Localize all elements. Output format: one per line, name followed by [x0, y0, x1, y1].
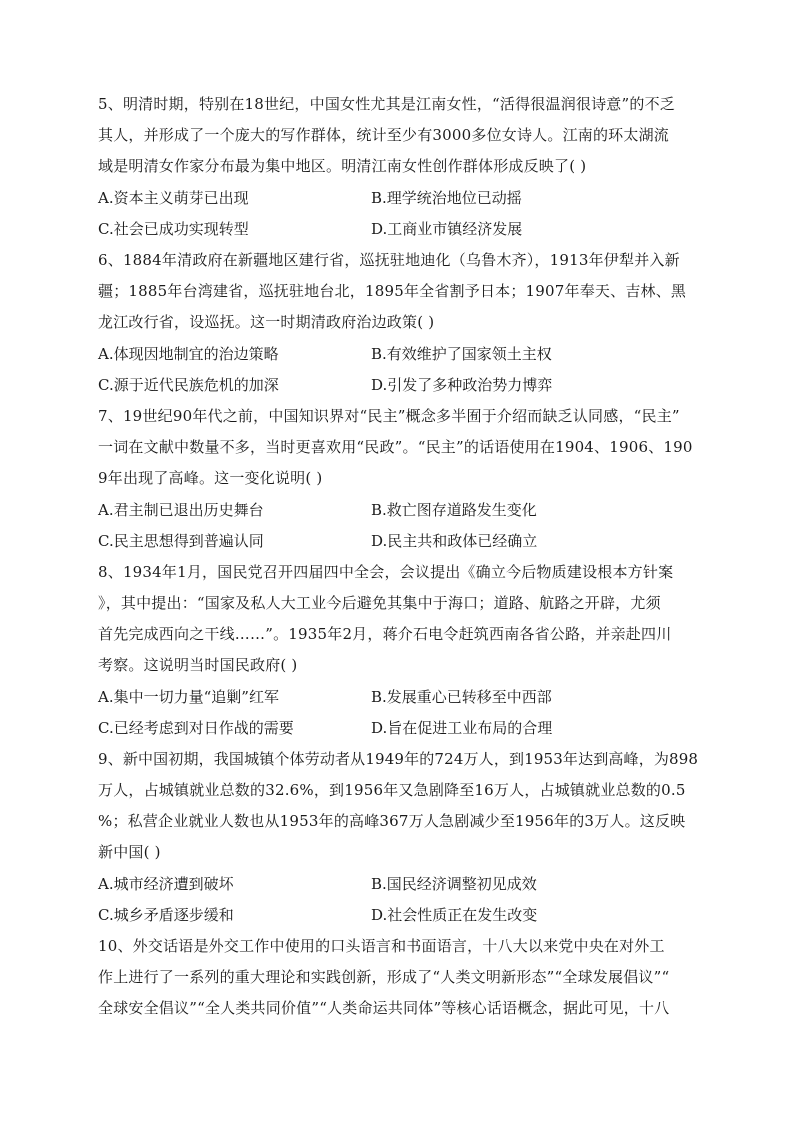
option-b[interactable]: B.有效维护了国家领土主权 — [371, 345, 552, 363]
option-a[interactable]: A.君主制已退出历史舞台 — [98, 501, 264, 519]
question-text-line: 10、外交话语是外交工作中使用的口头语言和书面语言，十八大以来党中央在对外工 — [98, 937, 665, 955]
option-c[interactable]: C.城乡矛盾逐步缓和 — [98, 906, 234, 924]
option-d[interactable]: D.民主共和政体已经确立 — [371, 532, 538, 550]
option-d[interactable]: D.引发了多种政治势力博弈 — [371, 376, 553, 394]
option-a[interactable]: A.资本主义萌芽已出现 — [98, 189, 249, 207]
question-text-line: 作上进行了一系列的重大理论和实践创新，形成了“人类文明新形态”“全球发展倡议”“ — [98, 968, 670, 986]
option-d[interactable]: D.工商业市镇经济发展 — [371, 220, 523, 238]
question-text-line: 7、19世纪90年代之前，中国知识界对“民主”概念多半囿于介绍而缺乏认同感，“民主” — [98, 407, 680, 425]
question-text-line: 全球安全倡议”“全人类共同价值”“人类命运共同体”等核心话语概念，据此可见，十八 — [98, 999, 670, 1017]
question-text-line: 5、明清时期，特别在18世纪，中国女性尤其是江南女性，“活得很温润很诗意”的不乏 — [98, 95, 675, 113]
question-text-line: 首先完成西向之干线……”。1935年2月，蒋介石电令赶筑西南各省公路，并亲赴四川 — [98, 625, 672, 643]
question-text-line: 》，其中提出：“国家及私人大工业今后避免其集中于海口；道路、航路之开辟，尤须 — [98, 594, 661, 612]
option-b[interactable]: B.理学统治地位已动摇 — [371, 189, 522, 207]
question-text-line: 新中国( ) — [98, 843, 161, 861]
question-text-line: 考察。这说明当时国民政府( ) — [98, 656, 298, 674]
question-text-line: 龙江改行省，设巡抚。这一时期清政府治边政策( ) — [98, 313, 435, 331]
question-text-line: 其人，并形成了一个庞大的写作群体，统计至少有3000多位女诗人。江南的环太湖流 — [98, 126, 669, 144]
question-text-line: 万人，占城镇就业总数的32.6%，到1956年又急剧降至16万人，占城镇就业总数的0.5 — [98, 781, 686, 799]
option-c[interactable]: C.民主思想得到普遍认同 — [98, 532, 264, 550]
option-a[interactable]: A.集中一切力量“追剿”红军 — [98, 688, 279, 706]
question-text-line: 8、1934年1月，国民党召开四届四中全会，会议提出《确立今后物质建设根本方针案 — [98, 563, 674, 581]
question-text-line: 6、1884年清政府在新疆地区建行省，巡抚驻地迪化（乌鲁木齐），1913年伊犁并入新 — [98, 251, 680, 269]
option-d[interactable]: D.社会性质正在发生改变 — [371, 906, 538, 924]
option-b[interactable]: B.国民经济调整初见成效 — [371, 875, 537, 893]
option-b[interactable]: B.救亡图存道路发生变化 — [371, 501, 537, 519]
question-text-line: 一词在文献中数量不多，当时更喜欢用“民政”。“民主”的话语使用在1904、1906、190 — [98, 438, 693, 456]
question-text-line: 域是明清女作家分布最为集中地区。明清江南女性创作群体形成反映了( ) — [98, 157, 587, 175]
option-a[interactable]: A.城市经济遭到破坏 — [98, 875, 234, 893]
option-c[interactable]: C.已经考虑到对日作战的需要 — [98, 719, 294, 737]
option-c[interactable]: C.社会已成功实现转型 — [98, 220, 249, 238]
option-b[interactable]: B.发展重心已转移至中西部 — [371, 688, 552, 706]
question-text-line: 疆；1885年台湾建省，巡抚驻地台北，1895年全省割予日本；1907年奉天、吉林、黑 — [98, 282, 687, 300]
question-text-line: 9年出现了高峰。这一变化说明( ) — [98, 469, 323, 487]
option-d[interactable]: D.旨在促进工业布局的合理 — [371, 719, 553, 737]
option-c[interactable]: C.源于近代民族危机的加深 — [98, 376, 279, 394]
option-a[interactable]: A.体现因地制宜的治边策略 — [98, 345, 279, 363]
question-text-line: %；私营企业就业人数也从1953年的高峰367万人急剧减少至1956年的3万人。这反映 — [98, 812, 686, 830]
question-text-line: 9、新中国初期，我国城镇个体劳动者从1949年的724万人，到1953年达到高峰，为898 — [98, 750, 699, 768]
